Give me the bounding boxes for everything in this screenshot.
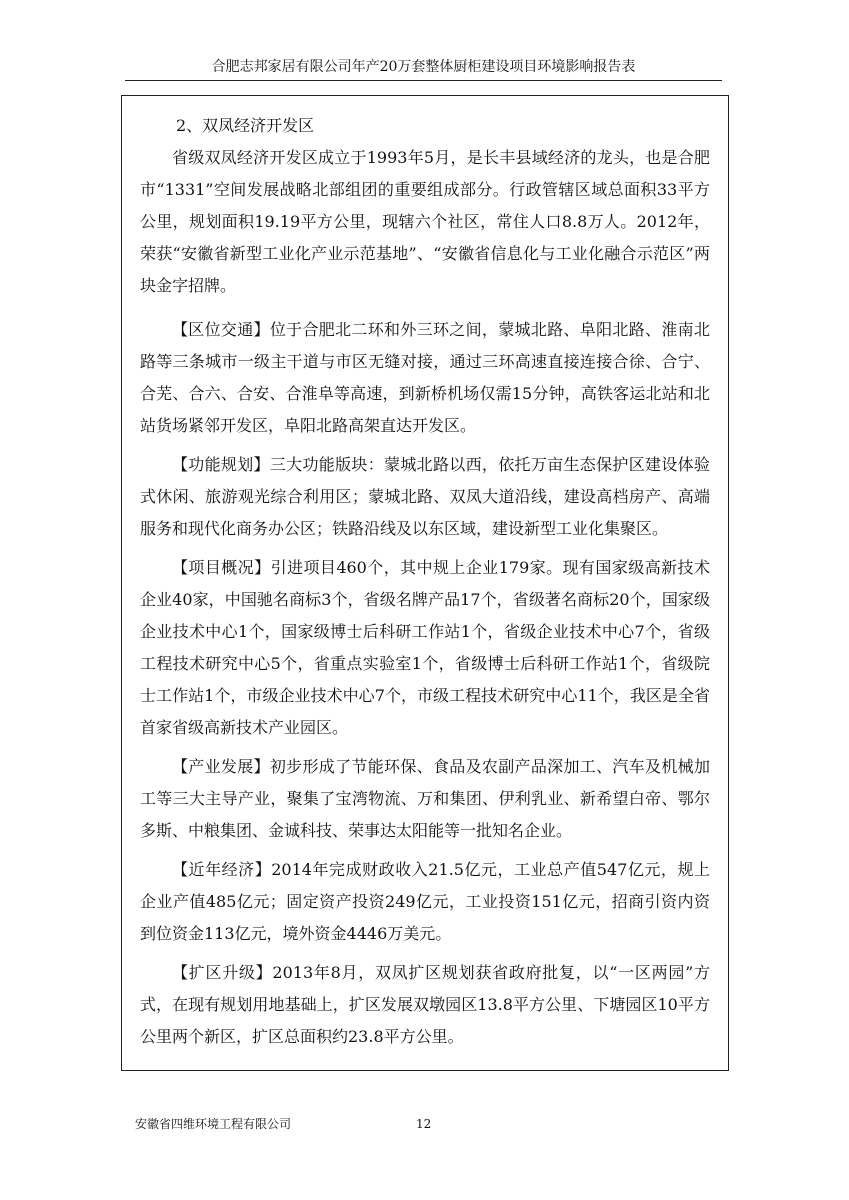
- paragraph-text: 省级双凤经济开发区成立于1993年5月，是长丰县域经济的龙头，也是合肥市“1331”空间发展战略北部组团的重要组成部分。行政管辖区域总面积33平方公里，规划面积19.19平方公里，现辖六个社区，常住人口8.8万人。2012年，荣获“安徽省新型工业化产业示范基地”、“安徽省信息化与工业化融合示范区”两块金字招牌。: [140, 148, 710, 295]
- paragraph-tag: 【产业发展】: [172, 757, 270, 776]
- page-header: [125, 58, 722, 81]
- paragraph-expansion: [140, 957, 710, 1053]
- paragraph-text: 引进项目460个，其中规上企业179家。现有国家级高新技术企业40家，中国驰名商标3个，省级名牌产品17个，省级著名商标20个，国家级企业技术中心1个，国家级博士后科研工作站1个，省级企业技术中心7个，省级工程技术研究中心5个，省重点实验室1个，省级博士后科研工作站1个，省级院士工作站1个，市级企业技术中心7个，市级工程技术研究中心11个，我区是全省首家省级高新技术产业园区。: [140, 558, 710, 737]
- footer-company: 安徽省四维环境工程有限公司: [135, 1117, 292, 1131]
- content-frame: [121, 95, 729, 1071]
- paragraph-tag: 【区位交通】: [172, 320, 270, 339]
- paragraph-location: [140, 314, 710, 442]
- page-number: 12: [416, 1117, 432, 1131]
- paragraph-text: 三大功能版块：蒙城北路以西，依托万亩生态保护区建设体验式休闲、旅游观光综合利用区；蒙城北路、双凤大道沿线，建设高档房产、高端服务和现代化商务办公区；铁路沿线及以东区域，建设新型工业化集聚区。: [140, 455, 710, 538]
- paragraph-text: 2014年完成财政收入21.5亿元，工业总产值547亿元，规上企业产值485亿元；固定资产投资249亿元，工业投资151亿元，招商引资内资到位资金113亿元，境外资金4446万美元。: [140, 860, 710, 943]
- paragraph-text: 初步形成了节能环保、食品及农副产品深加工、汽车及机械加工等三大主导产业，聚集了宝湾物流、万和集团、伊利乳业、新希望白帝、鄂尔多斯、中粮集团、金诚科技、荣事达太阳能等一批知名企业。: [140, 757, 710, 840]
- section-heading: 2、双凤经济开发区: [176, 116, 315, 135]
- paragraph-economy: [140, 854, 710, 950]
- paragraph-text: 位于合肥北二环和外三环之间，蒙城北路、阜阳北路、淮南北路等三条城市一级主干道与市区无缝对接，通过三环高速直接连接合徐、合宁、合芜、合六、合安、合淮阜等高速，到新桥机场仅需15分钟，高铁客运北站和北站货场紧邻开发区，阜阳北路高架直达开发区。: [140, 320, 710, 435]
- content-body: [122, 96, 728, 1053]
- paragraph-tag: 【近年经济】: [172, 860, 272, 879]
- paragraph-tag: 【项目概况】: [172, 558, 271, 577]
- paragraph-intro: [140, 142, 710, 302]
- report-title: 合肥志邦家居有限公司年产20万套整体厨柜建设项目环境影响报告表: [211, 59, 636, 75]
- paragraph-planning: [140, 449, 710, 545]
- paragraph-projects: [140, 552, 710, 744]
- paragraph-text: 2013年8月，双凤扩区规划获省政府批复，以“一区两园”方式，在现有规划用地基础上，扩区发展双墩园区13.8平方公里、下塘园区10平方公里两个新区，扩区总面积约23.8平方公里。: [140, 963, 710, 1046]
- paragraph-tag: 【功能规划】: [172, 455, 270, 474]
- paragraph-industry: [140, 751, 710, 847]
- paragraph-tag: 【扩区升级】: [172, 963, 273, 982]
